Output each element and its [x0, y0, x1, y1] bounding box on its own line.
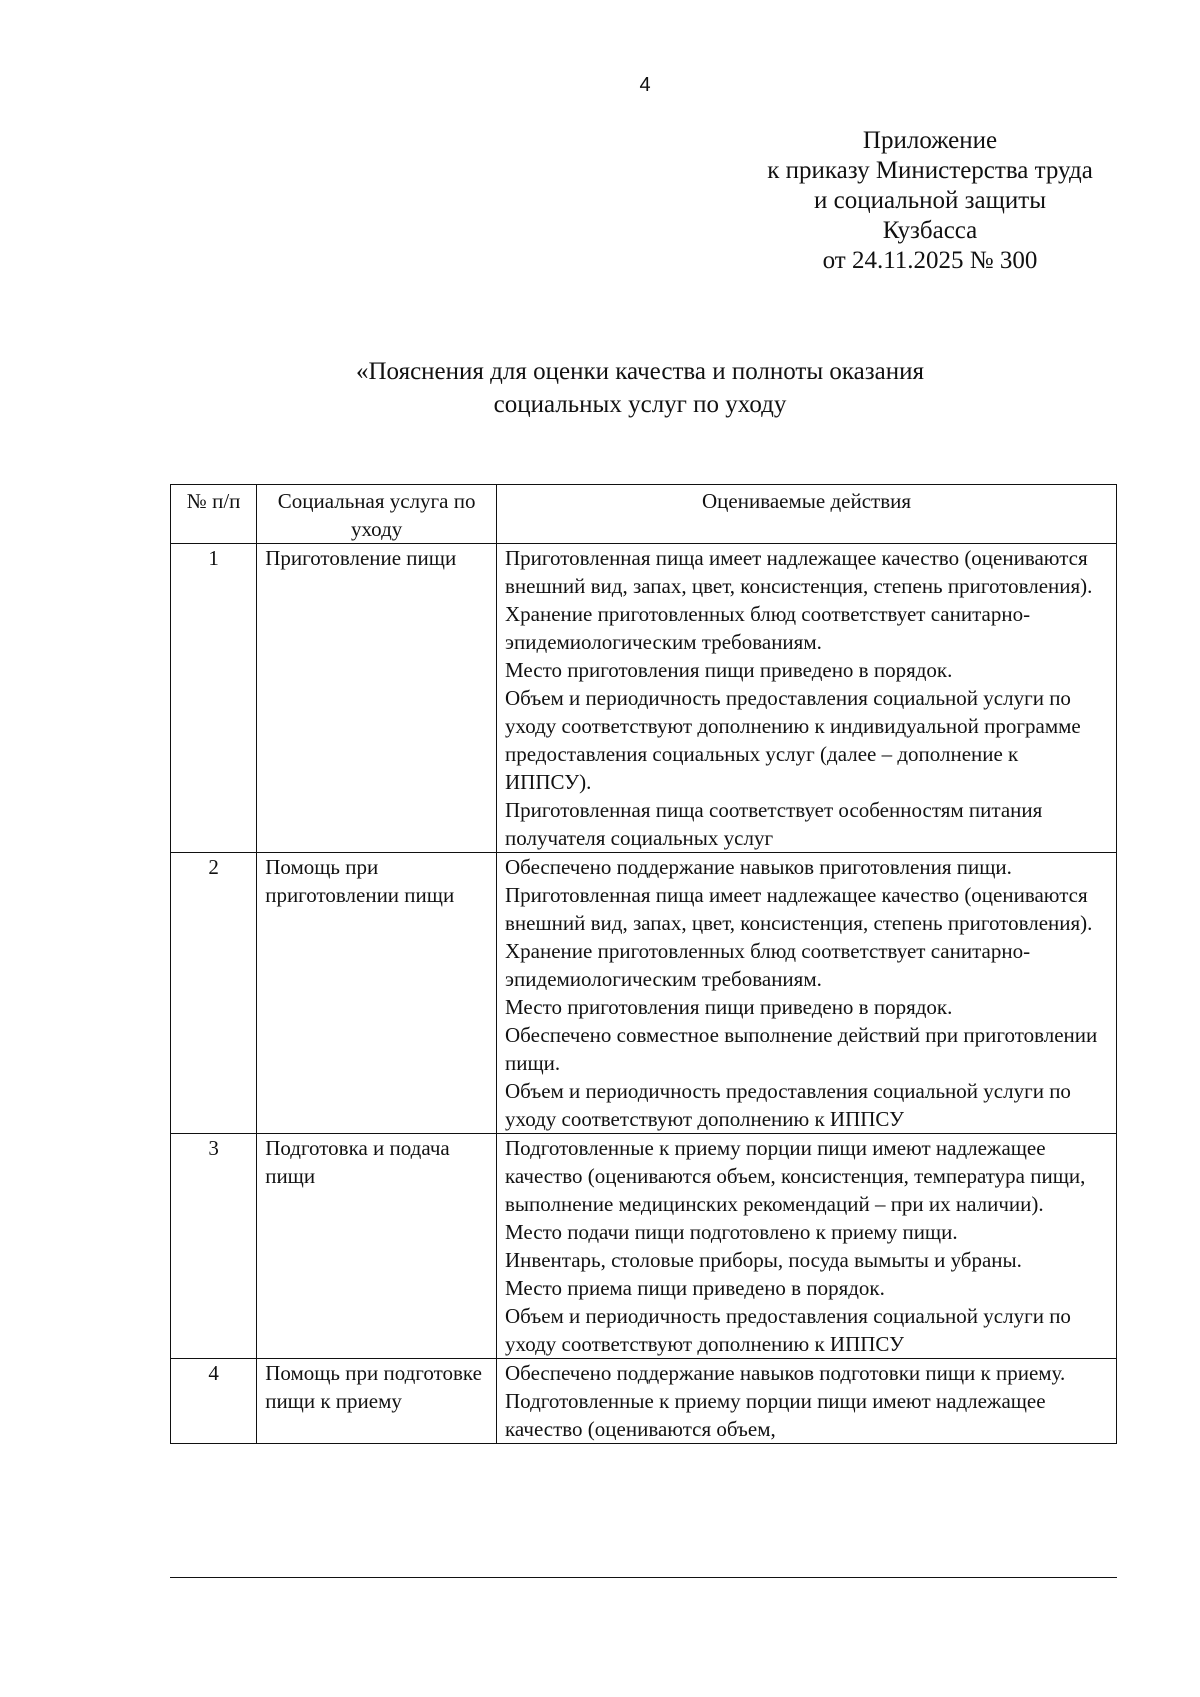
row-service: Помощь при приготовлении пищи [257, 853, 497, 1134]
table-bottom-border [170, 1577, 1117, 1578]
appendix-line: и социальной защиты [813, 187, 1046, 214]
appendix-line: к приказу Министерства труда [767, 157, 1093, 184]
action-item: Приготовленная пища соответствует особенностям питания получателя социальных услуг [505, 798, 1043, 850]
appendix-header [740, 126, 1120, 276]
action-item: Инвентарь, столовые приборы, посуда вымыты и убраны. [505, 1248, 1022, 1272]
row-num: 4 [171, 1359, 257, 1444]
action-item: Объем и периодичность предоставления социальной услуги по уходу соответствуют дополнению к ИППСУ [505, 1079, 1071, 1131]
action-item: Хранение приготовленных блюд соответствует санитарно-эпидемиологическим требованиям. [505, 602, 1031, 654]
table-row [171, 1359, 1117, 1444]
action-item: Место приготовления пищи приведено в порядок. [505, 658, 953, 682]
table-row [171, 853, 1117, 1134]
action-item: Обеспечено поддержание навыков подготовки пищи к приему. [505, 1361, 1066, 1385]
row-actions [497, 853, 1117, 1134]
action-item: Обеспечено поддержание навыков приготовления пищи. [505, 855, 1012, 879]
row-service: Помощь при подготовке пищи к приему [257, 1359, 497, 1444]
appendix-line: Приложение [862, 127, 998, 154]
action-item: Обеспечено совместное выполнение действий при приготовлении пищи. [505, 1023, 1098, 1075]
table-header-row [171, 485, 1117, 544]
action-item: Подготовленные к приему порции пищи имеют надлежащее качество (оцениваются объем, консистенция, температура пищи, выполнение медицинских рекомендаций – при их наличии). [505, 1136, 1086, 1216]
title-line: социальных услуг по уходу [493, 391, 787, 418]
header-actions: Оцениваемые действия [497, 485, 1117, 544]
action-item: Подготовленные к приему порции пищи имеют надлежащее качество (оцениваются объем, [505, 1389, 1046, 1441]
row-actions [497, 544, 1117, 853]
action-item: Приготовленная пища имеет надлежащее качество (оцениваются внешний вид, запах, цвет, консистенция, степень приготовления). [505, 546, 1093, 598]
appendix-line: Кузбасса [882, 217, 978, 244]
action-item: Объем и периодичность предоставления социальной услуги по уходу соответствуют дополнению к индивидуальной программе предоставления социальных услуг (далее – дополнение к ИППСУ). [505, 686, 1081, 794]
row-actions [497, 1134, 1117, 1359]
table-row [171, 1134, 1117, 1359]
action-item: Место приготовления пищи приведено в порядок. [505, 995, 953, 1019]
services-table-wrapper [170, 484, 1117, 1578]
row-actions [497, 1359, 1117, 1444]
services-table [170, 484, 1117, 1444]
action-item: Место приема пищи приведено в порядок. [505, 1276, 885, 1300]
action-item: Хранение приготовленных блюд соответствует санитарно-эпидемиологическим требованиям. [505, 939, 1031, 991]
title-line: «Пояснения для оценки качества и полноты оказания [356, 358, 924, 385]
row-service: Приготовление пищи [257, 544, 497, 853]
header-service: Социальная услуга по уходу [257, 485, 497, 544]
row-service: Подготовка и подача пищи [257, 1134, 497, 1359]
appendix-line: от 24.11.2025 № 300 [822, 247, 1038, 274]
action-item: Приготовленная пища имеет надлежащее качество (оцениваются внешний вид, запах, цвет, консистенция, степень приготовления). [505, 883, 1093, 935]
row-num: 2 [171, 853, 257, 1134]
row-num: 3 [171, 1134, 257, 1359]
row-num: 1 [171, 544, 257, 853]
header-num: № п/п [171, 485, 257, 544]
action-item: Место подачи пищи подготовлено к приему пищи. [505, 1220, 958, 1244]
document-title [170, 355, 1110, 421]
action-item: Объем и периодичность предоставления социальной услуги по уходу соответствуют дополнению к ИППСУ [505, 1304, 1071, 1356]
table-row [171, 544, 1117, 853]
page-number: 4 [639, 74, 651, 96]
